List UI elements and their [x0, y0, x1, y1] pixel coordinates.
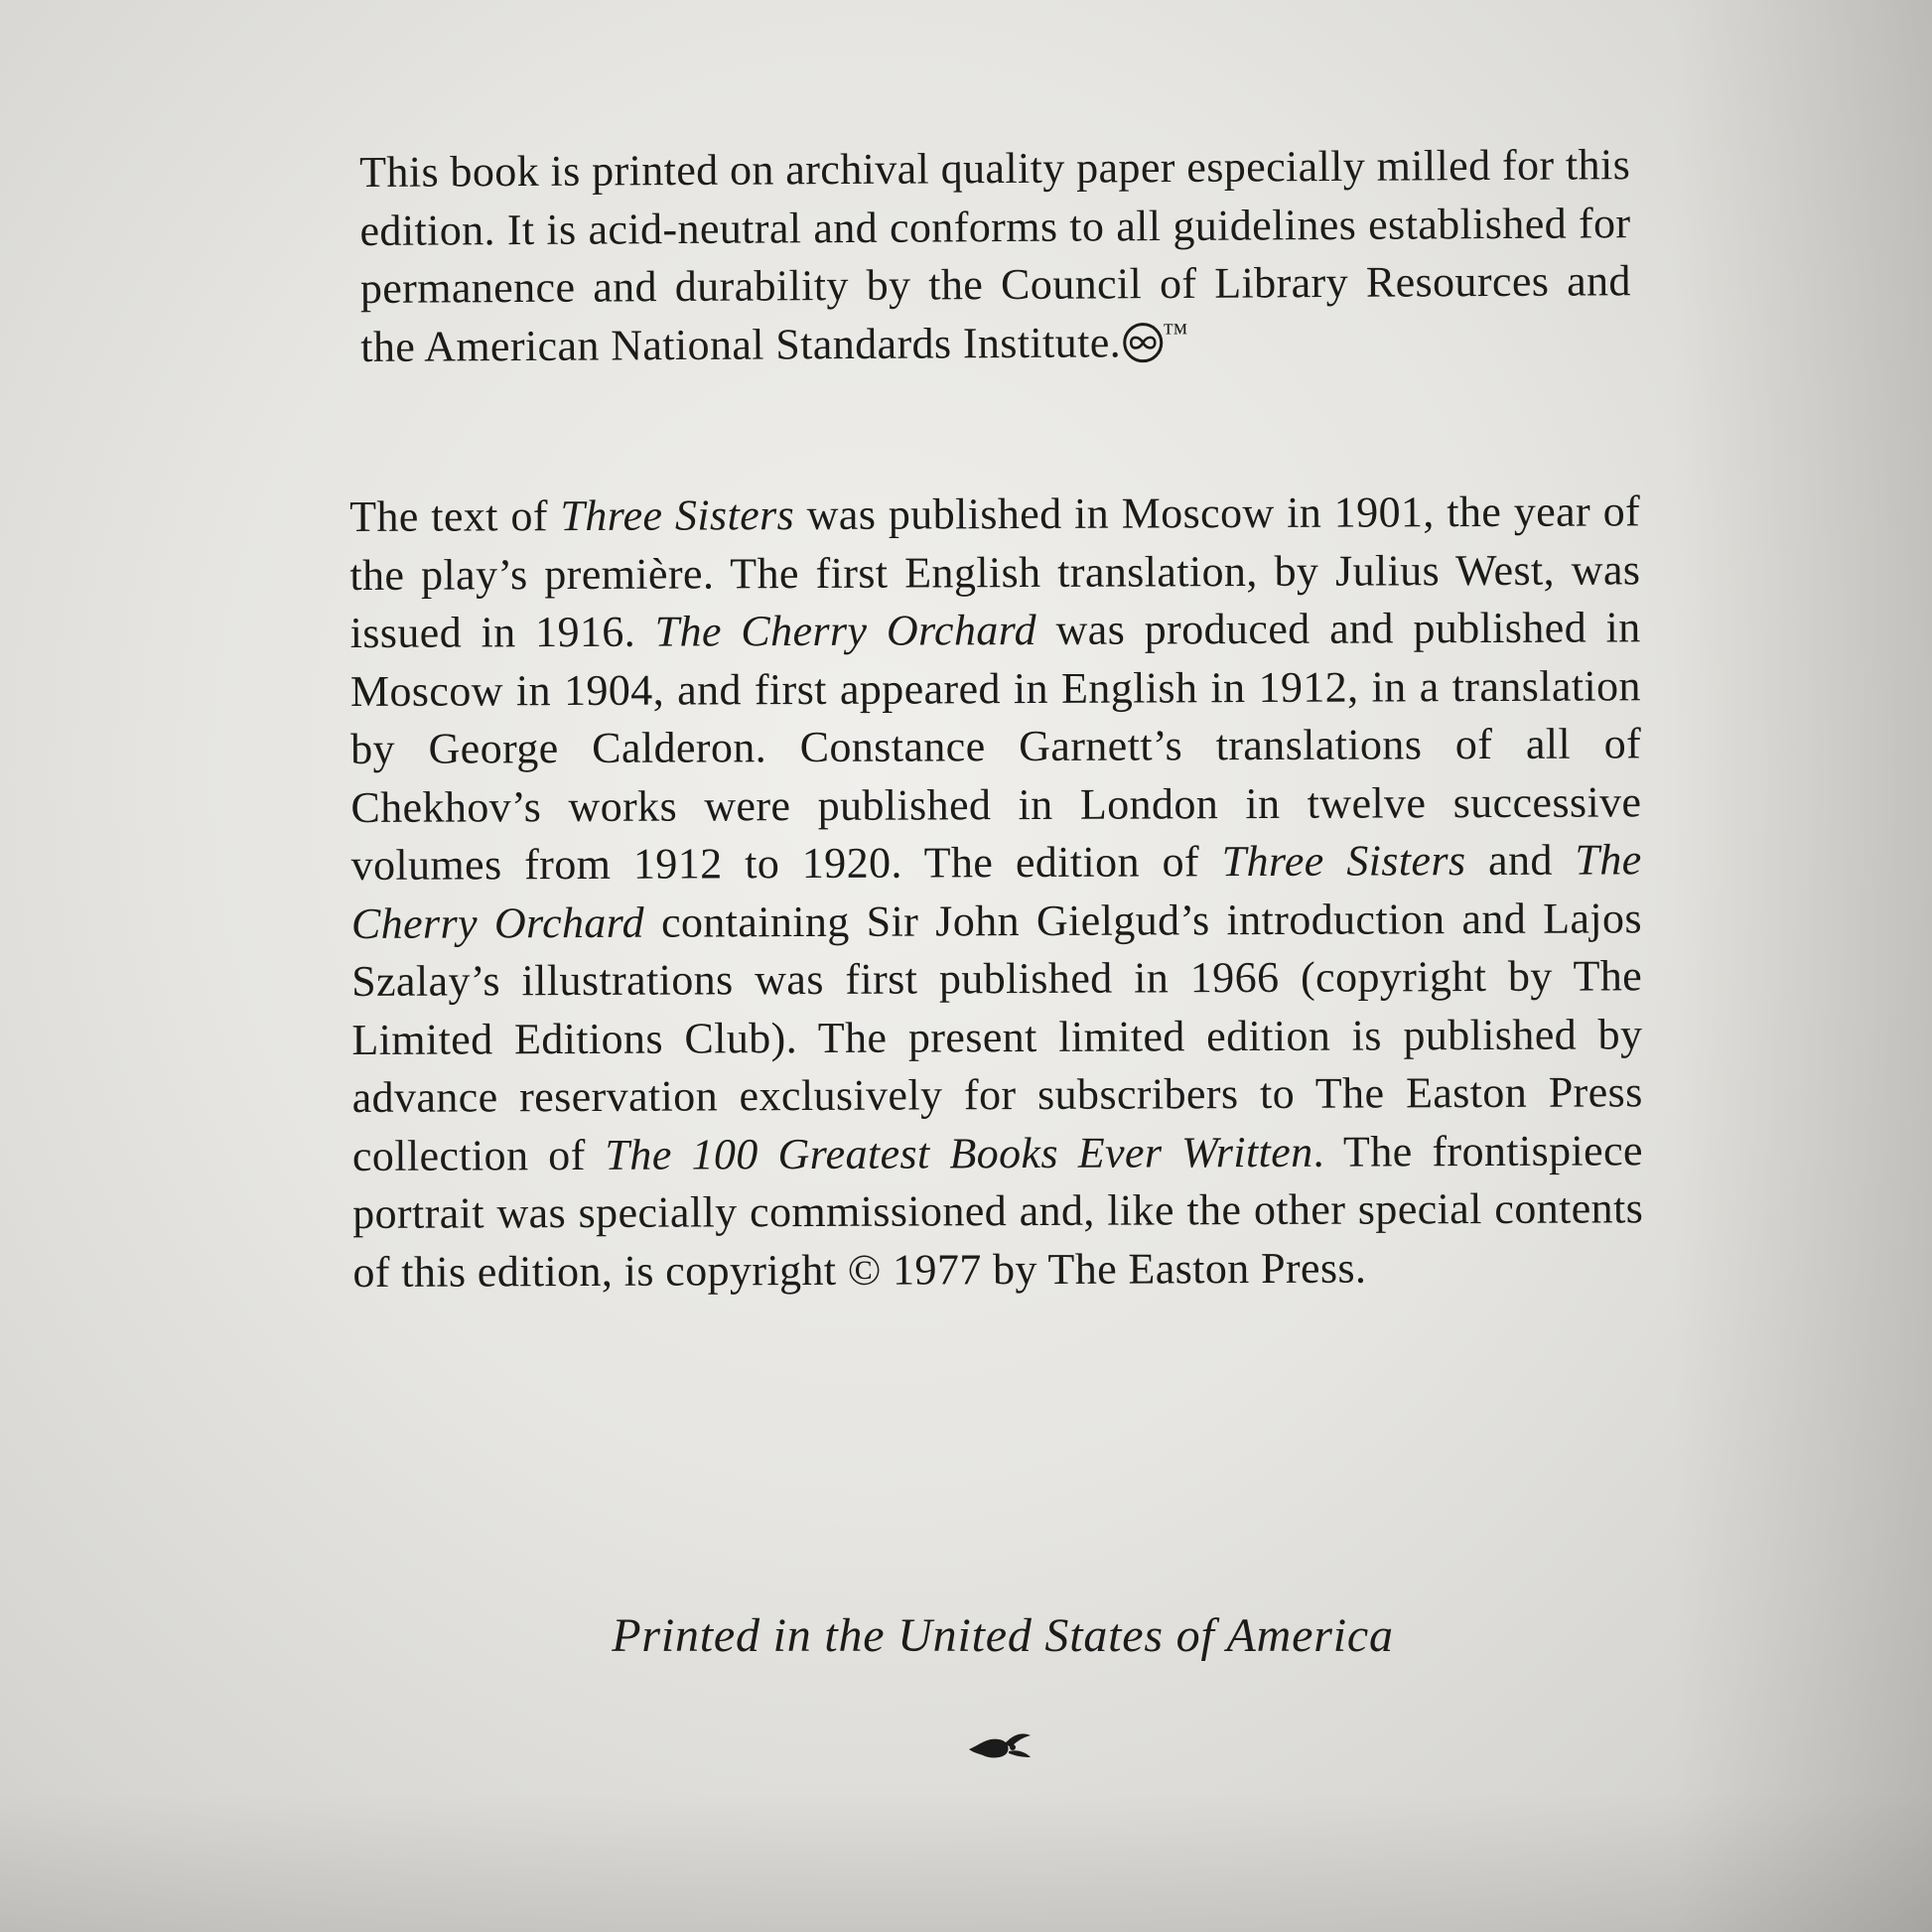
- text-run: and: [1465, 835, 1576, 886]
- infinity-permanence-icon: [1123, 323, 1163, 362]
- publication-paragraph: [349, 483, 1644, 1302]
- leaf-ornament-icon: [965, 1725, 1035, 1765]
- title-cherry-orchard: The Cherry Orchard: [350, 835, 1642, 948]
- text-run: The text of: [349, 491, 561, 541]
- text-run: was produced and published in Moscow in 1904, and first appeared in English in 1912, in a translation by George Calderon. Constance Garnett’s translations of all of Chekhov’s works were published in London in twelve successive volumes from 1912 to 1920. The edition of: [349, 603, 1642, 890]
- page-shadow-right: [1674, 0, 1932, 1932]
- text-run: . The frontispiece portrait was specially commissioned and, like the other special contents of this edition, is copyright © 1977 by The Easton Press.: [352, 1125, 1644, 1297]
- text-run: containing Sir John Gielgud’s introduction and Lajos Szalay’s illustrations was first published in 1966 (copyright by The Limited Editions Club). The present limited edition is published by advance reservation exclusively for subscribers to The Easton Press collection of: [351, 893, 1643, 1180]
- trademark-symbol: ™: [1162, 317, 1188, 346]
- archival-text: This book is printed on archival quality paper especially milled for this edition. It is acid-neutral and conforms to all guidelines established for permanence and durability by the Council of Library Resources and the American National Standards Institute.: [359, 140, 1632, 371]
- page-shadow-bottom: [0, 1793, 1932, 1932]
- title-cherry-orchard: The Cherry Orchard: [654, 605, 1037, 656]
- printed-in-usa-imprint: Printed in the United States of America: [612, 1609, 1394, 1662]
- publication-history-note: [349, 483, 1644, 1302]
- title-100-greatest-books: The 100 Greatest Books Ever Written: [605, 1127, 1313, 1179]
- archival-paragraph: [359, 136, 1631, 376]
- text-run: was published in Moscow in 1901, the year of the play’s première. The first English translation, by Julius West, was issued in 1916.: [349, 486, 1641, 657]
- title-three-sisters: Three Sisters: [1221, 836, 1466, 887]
- archival-paper-note: [359, 136, 1631, 376]
- title-three-sisters: Three Sisters: [560, 490, 795, 541]
